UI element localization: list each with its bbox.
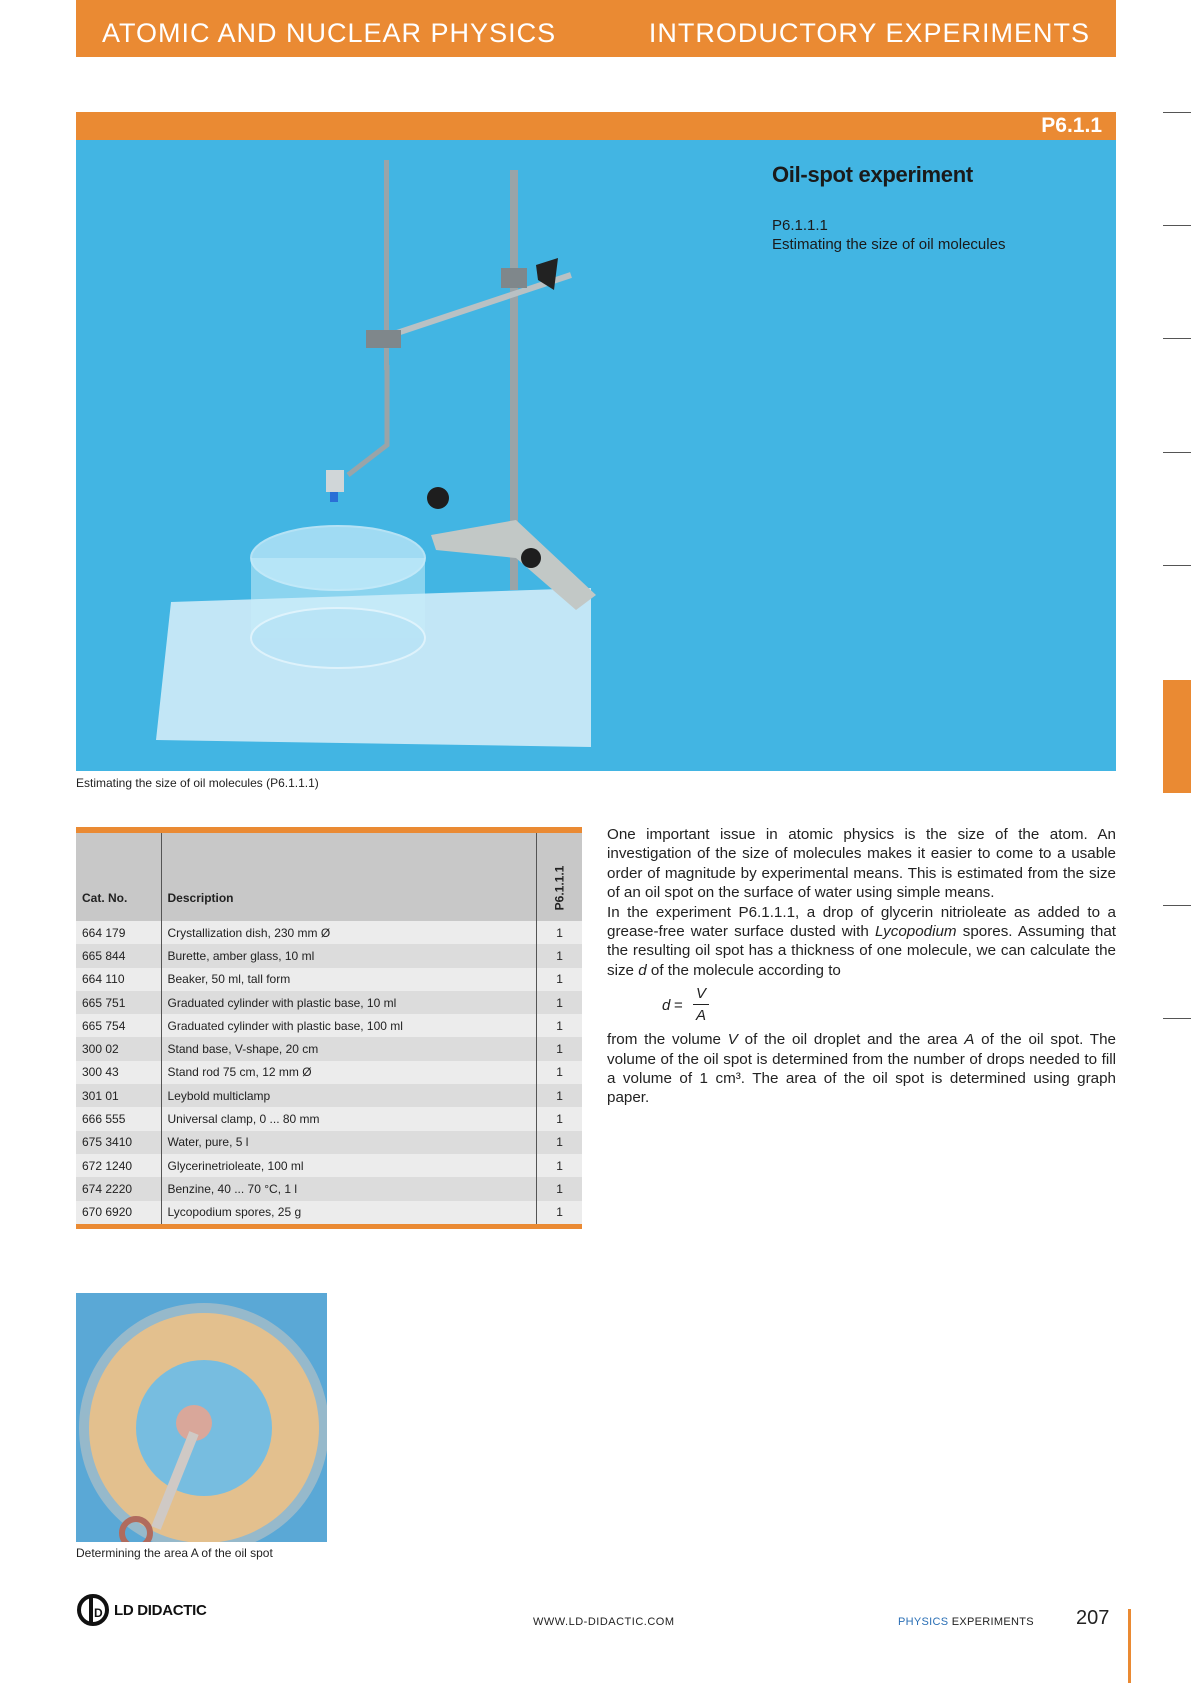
variable-d: d <box>638 961 647 979</box>
table-bottom-rule <box>76 1224 582 1229</box>
website-url[interactable]: WWW.LD-DIDACTIC.COM <box>533 1616 675 1628</box>
cat-number-cell: 670 6920 <box>76 1201 161 1224</box>
sub-experiment-title: Estimating the size of oil molecules <box>772 236 1006 253</box>
description-cell: Crystallization dish, 230 mm Ø <box>161 921 537 944</box>
quantity-cell: 1 <box>537 1084 582 1107</box>
table-row <box>76 1131 582 1154</box>
oil-spot-illustration <box>76 1293 327 1542</box>
table-row <box>76 1154 582 1177</box>
description-cell: Burette, amber glass, 10 ml <box>161 944 537 967</box>
text-fragment: of the oil droplet and the area <box>737 1031 965 1049</box>
quantity-cell: 1 <box>537 1201 582 1224</box>
quantity-cell: 1 <box>537 1061 582 1084</box>
cat-number-cell: 300 43 <box>76 1061 161 1084</box>
quantity-cell: 1 <box>537 1014 582 1037</box>
col-header-cat: Cat. No. <box>76 833 161 921</box>
cat-number-cell: 674 2220 <box>76 1177 161 1200</box>
table-row <box>76 968 582 991</box>
cat-number-cell: 665 754 <box>76 1014 161 1037</box>
col-header-experiment <box>537 833 582 921</box>
cat-number-cell: 666 555 <box>76 1107 161 1130</box>
formula-equals: = <box>674 997 683 1015</box>
tab-tick <box>1163 112 1191 113</box>
section-title: ATOMIC AND NUCLEAR PHYSICS <box>102 18 557 48</box>
table-row <box>76 1061 582 1084</box>
paragraph-intro: One important issue in atomic physics is the size of the atom. An investigation of the size of molecules makes it easier to come to a usable order of magnitude by experimental means. This is estimated from the size of an oil spot on the surface of water using simple means. <box>607 826 1116 902</box>
formula-denominator: A <box>696 1007 707 1025</box>
variable-v: V <box>727 1031 738 1049</box>
table-row <box>76 921 582 944</box>
formula-lhs: d <box>662 997 671 1015</box>
description-cell: Stand rod 75 cm, 12 mm Ø <box>161 1061 537 1084</box>
description-cell: Stand base, V-shape, 20 cm <box>161 1037 537 1060</box>
description-cell: Lycopodium spores, 25 g <box>161 1201 537 1224</box>
description-cell: Graduated cylinder with plastic base, 10 ml <box>161 991 537 1014</box>
cat-number-cell: 675 3410 <box>76 1131 161 1154</box>
tab-tick <box>1163 565 1191 566</box>
description-cell: Leybold multiclamp <box>161 1084 537 1107</box>
page-number: 207 <box>1076 1607 1110 1629</box>
experiment-code-bar <box>76 112 1116 140</box>
description-cell: Universal clamp, 0 ... 80 mm <box>161 1107 537 1130</box>
tab-tick <box>1163 225 1191 226</box>
oil-spot-photo <box>76 1293 327 1542</box>
experiment-title: Oil-spot experiment <box>772 162 973 187</box>
cat-number-cell: 665 751 <box>76 991 161 1014</box>
quantity-cell: 1 <box>537 944 582 967</box>
cat-number-cell: 300 02 <box>76 1037 161 1060</box>
quantity-cell: 1 <box>537 1177 582 1200</box>
col-header-desc: Description <box>161 833 537 921</box>
table-row <box>76 944 582 967</box>
quantity-cell: 1 <box>537 1107 582 1130</box>
sub-experiment-code: P6.1.1.1 <box>772 217 828 234</box>
text-fragment: of the molecule according to <box>646 961 841 979</box>
text-fragment: In the experiment P6.1.1.1, a drop of glycerin nitrioleate as added to a grease-free water surface dusted with <box>607 903 1116 941</box>
section-header-bar <box>76 0 1116 57</box>
table-row <box>76 1037 582 1060</box>
description-cell: Glycerinetrioleate, 100 ml <box>161 1154 537 1177</box>
table-row <box>76 1084 582 1107</box>
category-physics: PHYSICS <box>898 1616 949 1628</box>
description-cell: Beaker, 50 ml, tall form <box>161 968 537 991</box>
table-row <box>76 1014 582 1037</box>
experiment-code: P6.1.1 <box>1041 114 1102 137</box>
chapter-title: INTRODUCTORY EXPERIMENTS <box>648 18 1090 48</box>
description-cell: Water, pure, 5 l <box>161 1131 537 1154</box>
paragraph-measurement <box>607 1030 1116 1108</box>
quantity-cell: 1 <box>537 968 582 991</box>
table-row <box>76 1201 582 1224</box>
category-experiments: EXPERIMENTS <box>948 1616 1034 1628</box>
experiment-photo <box>76 140 1116 771</box>
cat-number-cell: 672 1240 <box>76 1154 161 1177</box>
paragraph-method <box>607 903 1116 981</box>
quantity-cell: 1 <box>537 1154 582 1177</box>
ld-didactic-logo <box>76 1593 207 1627</box>
section-tab-markers <box>1163 0 1191 1100</box>
text-fragment: spores. Assuming that the resulting oil spot has a thickness of one molecule, we can calculate the size <box>607 923 1116 979</box>
ld-logo-icon <box>76 1593 110 1627</box>
text-fragment: of the oil spot. The volume of the oil spot is determined from the number of drops needed to fill a volume of 1 cm³. The area of the oil spot is determined using graph paper. <box>607 1031 1116 1107</box>
table-body <box>76 921 582 1224</box>
cat-number-cell: 664 179 <box>76 921 161 944</box>
page-number-rule <box>1128 1609 1131 1683</box>
text-fragment: from the volume <box>607 1031 728 1049</box>
description-cell: Graduated cylinder with plastic base, 100 ml <box>161 1014 537 1037</box>
oil-spot-caption: Determining the area A of the oil spot <box>76 1546 273 1560</box>
tab-tick <box>1163 905 1191 906</box>
description-cell: Benzine, 40 ... 70 °C, 1 l <box>161 1177 537 1200</box>
table-row <box>76 991 582 1014</box>
tab-tick <box>1163 452 1191 453</box>
variable-a: A <box>964 1031 975 1049</box>
tab-tick <box>1163 1018 1191 1019</box>
experiment-column-label: P6.1.1.1 <box>552 865 567 911</box>
cat-number-cell: 301 01 <box>76 1084 161 1107</box>
formula-numerator: V <box>696 985 707 1003</box>
quantity-cell: 1 <box>537 1037 582 1060</box>
species-name: Lycopodium <box>874 923 957 941</box>
experiment-subtitle <box>772 216 1005 254</box>
table-row <box>76 1107 582 1130</box>
footer-category <box>898 1616 1034 1628</box>
main-photo-caption: Estimating the size of oil molecules (P6.1.1.1) <box>76 776 319 790</box>
brand-name: LD DIDACTIC <box>114 1601 207 1619</box>
equipment-table <box>76 827 582 1229</box>
active-section-tab <box>1163 680 1191 793</box>
quantity-cell: 1 <box>537 1131 582 1154</box>
formula <box>662 984 1116 1028</box>
table-row <box>76 1177 582 1200</box>
quantity-cell: 1 <box>537 991 582 1014</box>
fraction-bar <box>693 1004 709 1005</box>
tab-tick <box>1163 338 1191 339</box>
svg-text:D: D <box>94 1606 103 1620</box>
description-text <box>607 825 1116 1108</box>
cat-number-cell: 664 110 <box>76 968 161 991</box>
cat-number-cell: 665 844 <box>76 944 161 967</box>
quantity-cell: 1 <box>537 921 582 944</box>
